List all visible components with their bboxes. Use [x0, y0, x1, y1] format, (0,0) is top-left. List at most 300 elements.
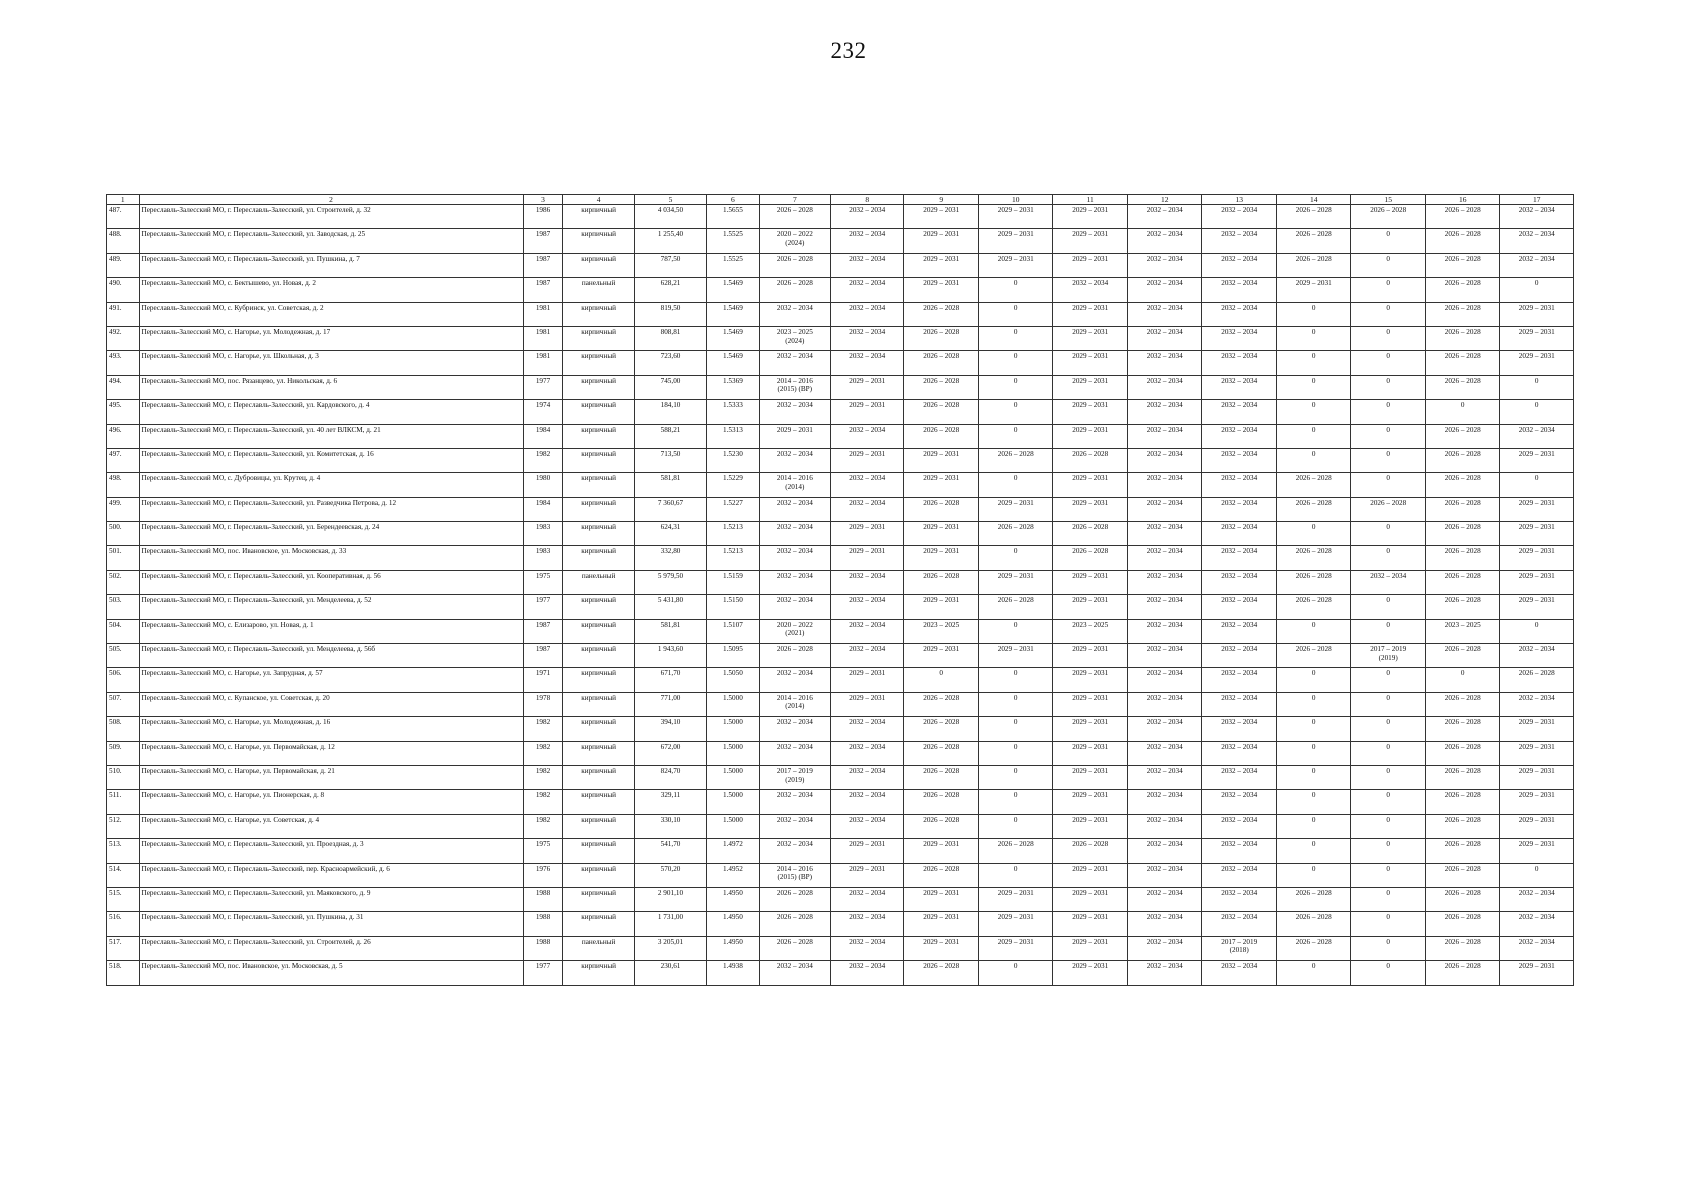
- cell-col-9: [904, 790, 979, 814]
- cell-text: 2023 – 2025: [776, 327, 813, 336]
- table-row: [107, 717, 1574, 741]
- cell-text: 0: [1013, 376, 1018, 385]
- cell-col-8: [830, 473, 903, 497]
- cell-text: 2032 – 2034: [1221, 645, 1258, 654]
- cell-col-16: [1425, 448, 1500, 472]
- cell-text: 1.5227: [723, 498, 743, 507]
- cell-col-15: [1351, 497, 1426, 521]
- cell-col-9: [904, 961, 979, 985]
- cell-text: 1.5107: [723, 620, 743, 629]
- cell-text: 504.: [109, 620, 122, 629]
- cell-text: 2032 – 2034: [849, 206, 886, 214]
- cell-text: 2026 – 2028: [923, 303, 960, 312]
- cell-text: 2026 – 2028: [1072, 523, 1109, 532]
- cell-col-15: [1351, 887, 1426, 911]
- cell-text: 2029 – 2031: [1072, 474, 1109, 483]
- cell-text: 2029 – 2031: [1072, 913, 1109, 922]
- cell-text: 2026 – 2028: [776, 937, 813, 946]
- cell-text: 2029 – 2031: [1072, 206, 1109, 214]
- cell-text: 1.4972: [723, 840, 743, 849]
- cell-col-13: [1202, 668, 1277, 692]
- cell-col-17: [1500, 619, 1574, 643]
- cell-col-2: [139, 644, 523, 668]
- column-header: 10: [978, 195, 1053, 205]
- cell-col-15: [1351, 790, 1426, 814]
- cell-text: 2032 – 2034: [1146, 523, 1183, 532]
- cell-text: Переславль-Залесский МО, г. Переславль-Залесский, ул. Менделеева, д. 56б: [141, 645, 376, 654]
- cell-col-8: [830, 644, 903, 668]
- cell-text: 2026 – 2028: [923, 766, 960, 775]
- cell-text: Переславль-Залесский МО, г. Переславль-Залесский, пер. Красноармейский, д. 6: [141, 864, 390, 873]
- cell-col-16: [1425, 253, 1500, 277]
- cell-text: 2029 – 2031: [923, 937, 960, 946]
- cell-text: 1987: [535, 645, 551, 654]
- cell-col-12: [1127, 619, 1202, 643]
- cell-text: 2032 – 2034: [849, 742, 886, 751]
- cell-col-10: [978, 400, 1053, 424]
- cell-text: 2032 – 2034: [1146, 864, 1183, 873]
- cell-col-8: [830, 229, 903, 253]
- cell-text: 2032 – 2034: [1146, 327, 1183, 336]
- cell-col-7: [759, 302, 830, 326]
- table-row: [107, 936, 1574, 960]
- cell-col-1: [107, 302, 140, 326]
- cell-text: 2032 – 2034: [1146, 303, 1183, 312]
- cell-col-12: [1127, 912, 1202, 936]
- cell-text: 2026 – 2028: [1295, 230, 1332, 239]
- cell-text: кирпичный: [581, 645, 616, 654]
- cell-text: 2032 – 2034: [1221, 498, 1258, 507]
- cell-col-5: [634, 790, 706, 814]
- cell-col-9: [904, 814, 979, 838]
- cell-col-12: [1127, 741, 1202, 765]
- cell-text: 2026 – 2028: [1444, 327, 1481, 336]
- cell-text: 2032 – 2034: [1146, 571, 1183, 580]
- cell-text: 2023 – 2025: [1444, 620, 1481, 629]
- cell-text: 2020 – 2022: [776, 620, 813, 629]
- cell-text: кирпичный: [581, 376, 616, 385]
- cell-col-7: [759, 961, 830, 985]
- cell-text: 2026 – 2028: [1444, 303, 1481, 312]
- cell-text: 2026 – 2028: [923, 327, 960, 336]
- cell-text: 1.5213: [723, 547, 743, 556]
- cell-col-15: [1351, 717, 1426, 741]
- cell-text: 0: [1386, 547, 1390, 556]
- cell-text: 2026 – 2028: [1444, 766, 1481, 775]
- cell-col-1: [107, 424, 140, 448]
- cell-text: 1.5229: [723, 474, 743, 483]
- cell-text: Переславль-Залесский МО, с. Нагорье, ул. Первомайская, д. 12: [141, 742, 335, 751]
- cell-col-7: [759, 741, 830, 765]
- cell-col-8: [830, 692, 903, 716]
- cell-col-17: [1500, 448, 1574, 472]
- cell-text: 2032 – 2034: [1221, 962, 1258, 971]
- cell-text: 2026 – 2028: [923, 498, 960, 507]
- cell-text: 0: [1386, 254, 1390, 263]
- cell-col-13: [1202, 863, 1277, 887]
- cell-text: 2032 – 2034: [1221, 766, 1258, 775]
- cell-col-11: [1053, 229, 1128, 253]
- cell-col-10: [978, 497, 1053, 521]
- cell-col-17: [1500, 692, 1574, 716]
- cell-col-9: [904, 717, 979, 741]
- cell-col-7: [759, 692, 830, 716]
- cell-text: кирпичный: [581, 547, 616, 556]
- cell-text: 0: [1386, 352, 1390, 361]
- cell-col-6: [707, 326, 759, 350]
- cell-text: 500.: [109, 523, 122, 532]
- cell-text: 0: [1386, 718, 1390, 727]
- cell-col-6: [707, 814, 759, 838]
- cell-text: Переславль-Залесский МО, с. Нагорье, ул. Школьная, д. 3: [141, 352, 319, 361]
- cell-col-2: [139, 253, 523, 277]
- cell-col-13: [1202, 570, 1277, 594]
- cell-text: 2029 – 2031: [923, 474, 960, 483]
- cell-text: 581,81: [660, 620, 681, 629]
- cell-col-9: [904, 253, 979, 277]
- cell-col-13: [1202, 522, 1277, 546]
- cell-text: 1.4952: [723, 864, 743, 873]
- cell-text: 3 205,01: [657, 937, 684, 946]
- cell-text: 2029 – 2031: [1518, 815, 1555, 824]
- cell-col-9: [904, 278, 979, 302]
- cell-col-2: [139, 936, 523, 960]
- cell-col-15: [1351, 546, 1426, 570]
- cell-text: 1.5469: [723, 352, 743, 361]
- cell-text: 2032 – 2034: [1146, 645, 1183, 654]
- cell-col-9: [904, 912, 979, 936]
- cell-text: 2029 – 2031: [1518, 523, 1555, 532]
- cell-text: 2026 – 2028: [1444, 376, 1481, 385]
- cell-text: 0: [1013, 693, 1018, 702]
- cell-col-13: [1202, 887, 1277, 911]
- cell-text: 492.: [109, 327, 122, 336]
- cell-text: 2017 – 2019: [1221, 937, 1258, 946]
- cell-col-15: [1351, 570, 1426, 594]
- cell-col-13: [1202, 351, 1277, 375]
- table-row: [107, 644, 1574, 668]
- cell-text: 2026 – 2028: [776, 206, 813, 214]
- cell-col-10: [978, 717, 1053, 741]
- cell-text: 808,81: [660, 327, 681, 336]
- cell-col-1: [107, 790, 140, 814]
- cell-text: Переславль-Залесский МО, пос. Ивановское, ул. Московская, д. 5: [141, 962, 343, 971]
- column-header: 8: [830, 195, 903, 205]
- cell-text: 2032 – 2034: [849, 645, 886, 654]
- cell-text: 2026 – 2028: [1444, 498, 1481, 507]
- cell-text: 2032 – 2034: [849, 230, 886, 239]
- cell-text: 588,21: [660, 425, 681, 434]
- cell-text: 0: [939, 669, 943, 678]
- cell-col-6: [707, 278, 759, 302]
- cell-text: 1.5159: [723, 571, 743, 580]
- cell-text: 2032 – 2034: [1146, 401, 1183, 410]
- cell-col-4: [563, 692, 634, 716]
- cell-text: 0: [1013, 791, 1018, 800]
- cell-col-9: [904, 473, 979, 497]
- cell-col-10: [978, 424, 1053, 448]
- cell-text: 0: [1386, 937, 1390, 946]
- cell-col-7: [759, 814, 830, 838]
- cell-col-3: [523, 839, 563, 863]
- cell-text: 2026 – 2028: [776, 913, 813, 922]
- cell-col-15: [1351, 692, 1426, 716]
- cell-col-7: [759, 839, 830, 863]
- cell-col-13: [1202, 278, 1277, 302]
- cell-text: 2026 – 2028: [776, 279, 813, 288]
- cell-text: 1981: [535, 303, 551, 312]
- cell-col-10: [978, 302, 1053, 326]
- cell-col-7: [759, 448, 830, 472]
- cell-col-7: [759, 424, 830, 448]
- cell-text: кирпичный: [581, 254, 616, 263]
- cell-col-8: [830, 887, 903, 911]
- cell-col-17: [1500, 765, 1574, 789]
- cell-col-2: [139, 619, 523, 643]
- cell-col-14: [1276, 448, 1351, 472]
- cell-col-2: [139, 814, 523, 838]
- cell-subtext: (2015) (ВР): [777, 873, 813, 882]
- cell-text: 2032 – 2034: [1146, 352, 1183, 361]
- cell-col-12: [1127, 522, 1202, 546]
- cell-col-9: [904, 400, 979, 424]
- cell-col-11: [1053, 375, 1128, 399]
- cell-col-4: [563, 790, 634, 814]
- cell-col-16: [1425, 522, 1500, 546]
- cell-text: 1975: [535, 840, 551, 849]
- cell-text: 1971: [535, 669, 551, 678]
- cell-text: Переславль-Залесский МО, г. Переславль-Залесский, ул. Менделеева, д. 52: [141, 596, 372, 605]
- cell-col-5: [634, 448, 706, 472]
- cell-text: 2026 – 2028: [1295, 474, 1332, 483]
- table-row: [107, 790, 1574, 814]
- cell-col-3: [523, 497, 563, 521]
- cell-col-13: [1202, 253, 1277, 277]
- cell-text: 0: [1386, 962, 1390, 971]
- cell-col-17: [1500, 278, 1574, 302]
- cell-text: 1 943,60: [657, 645, 684, 654]
- cell-col-15: [1351, 619, 1426, 643]
- cell-text: 2032 – 2034: [849, 474, 886, 483]
- cell-col-10: [978, 326, 1053, 350]
- cell-text: Переславль-Залесский МО, г. Переславль-Залесский, ул. Проездная, д. 3: [141, 840, 364, 849]
- cell-text: 624,31: [660, 523, 681, 532]
- cell-text: 2032 – 2034: [849, 327, 886, 336]
- cell-text: 2029 – 2031: [1072, 669, 1109, 678]
- cell-col-17: [1500, 887, 1574, 911]
- cell-col-1: [107, 692, 140, 716]
- cell-text: кирпичный: [581, 327, 616, 336]
- cell-col-7: [759, 717, 830, 741]
- cell-text: 2026 – 2028: [1444, 474, 1481, 483]
- cell-col-12: [1127, 668, 1202, 692]
- cell-text: кирпичный: [581, 449, 616, 458]
- cell-col-14: [1276, 229, 1351, 253]
- cell-text: 0: [1386, 523, 1390, 532]
- cell-text: 2032 – 2034: [776, 571, 813, 580]
- cell-col-16: [1425, 741, 1500, 765]
- cell-col-1: [107, 595, 140, 619]
- cell-text: 2026 – 2028: [1444, 279, 1481, 288]
- cell-col-8: [830, 448, 903, 472]
- page-number: 232: [830, 38, 867, 63]
- cell-text: 2032 – 2034: [1221, 913, 1258, 922]
- cell-text: 2026 – 2028: [1444, 206, 1481, 214]
- cell-col-14: [1276, 692, 1351, 716]
- cell-col-5: [634, 278, 706, 302]
- cell-col-4: [563, 497, 634, 521]
- cell-text: 2014 – 2016: [776, 693, 813, 702]
- cell-text: 2029 – 2031: [923, 913, 960, 922]
- cell-text: 2026 – 2028: [997, 596, 1034, 605]
- cell-col-11: [1053, 570, 1128, 594]
- cell-col-13: [1202, 595, 1277, 619]
- cell-col-16: [1425, 936, 1500, 960]
- cell-text: 2032 – 2034: [776, 401, 813, 410]
- cell-col-11: [1053, 595, 1128, 619]
- cell-col-15: [1351, 595, 1426, 619]
- cell-text: 518.: [109, 962, 122, 971]
- cell-col-17: [1500, 205, 1574, 229]
- cell-text: 1982: [535, 815, 551, 824]
- cell-col-14: [1276, 765, 1351, 789]
- cell-col-5: [634, 765, 706, 789]
- table-row: [107, 522, 1574, 546]
- cell-col-6: [707, 473, 759, 497]
- cell-text: 2032 – 2034: [1146, 693, 1183, 702]
- cell-text: 0: [1311, 425, 1316, 434]
- cell-subtext: (2019): [1378, 653, 1398, 662]
- cell-text: 494.: [109, 376, 122, 385]
- cell-col-1: [107, 839, 140, 863]
- cell-text: 2029 – 2031: [849, 449, 886, 458]
- cell-text: 1981: [535, 352, 551, 361]
- cell-text: 2026 – 2028: [1444, 840, 1481, 849]
- cell-text: Переславль-Залесский МО, с. Дубровицы, ул. Крутец, д. 4: [141, 474, 321, 483]
- cell-col-7: [759, 887, 830, 911]
- cell-text: 0: [1534, 279, 1539, 288]
- cell-col-1: [107, 619, 140, 643]
- cell-col-14: [1276, 863, 1351, 887]
- cell-col-13: [1202, 424, 1277, 448]
- cell-col-14: [1276, 326, 1351, 350]
- cell-text: 2032 – 2034: [849, 791, 886, 800]
- cell-text: 2029 – 2031: [1518, 791, 1555, 800]
- cell-text: 0: [1013, 742, 1018, 751]
- cell-text: 2026 – 2028: [1295, 206, 1332, 214]
- cell-text: 1983: [535, 547, 551, 556]
- cell-text: 2032 – 2034: [1221, 864, 1258, 873]
- cell-col-12: [1127, 546, 1202, 570]
- cell-col-10: [978, 741, 1053, 765]
- table-row: [107, 692, 1574, 716]
- cell-text: 1984: [535, 425, 551, 434]
- cell-text: 2026 – 2028: [923, 815, 960, 824]
- cell-text: 0: [1013, 547, 1018, 556]
- cell-text: 1982: [535, 718, 551, 727]
- cell-text: 2029 – 2031: [923, 547, 960, 556]
- cell-col-8: [830, 570, 903, 594]
- cell-text: 2032 – 2034: [1518, 913, 1555, 922]
- cell-col-13: [1202, 619, 1277, 643]
- cell-text: 1.5469: [723, 303, 743, 312]
- table-row: [107, 863, 1574, 887]
- cell-text: 2029 – 2031: [923, 254, 960, 263]
- cell-col-9: [904, 863, 979, 887]
- cell-col-3: [523, 961, 563, 985]
- cell-text: 2029 – 2031: [1072, 401, 1109, 410]
- cell-col-10: [978, 790, 1053, 814]
- cell-text: 2032 – 2034: [1146, 254, 1183, 263]
- cell-text: 2029 – 2031: [923, 888, 960, 897]
- cell-col-1: [107, 570, 140, 594]
- cell-text: 2029 – 2031: [923, 840, 960, 849]
- cell-col-10: [978, 668, 1053, 692]
- cell-col-1: [107, 668, 140, 692]
- cell-text: 0: [1386, 620, 1390, 629]
- cell-text: 0: [1013, 864, 1018, 873]
- cell-text: 2032 – 2034: [776, 498, 813, 507]
- cell-col-5: [634, 351, 706, 375]
- cell-col-15: [1351, 424, 1426, 448]
- cell-col-8: [830, 863, 903, 887]
- cell-text: 2029 – 2031: [1518, 303, 1555, 312]
- cell-col-15: [1351, 400, 1426, 424]
- cell-col-2: [139, 912, 523, 936]
- cell-col-9: [904, 375, 979, 399]
- cell-text: Переславль-Залесский МО, пос. Ивановское, ул. Московская, д. 33: [141, 547, 347, 556]
- cell-text: 2026 – 2028: [1444, 864, 1481, 873]
- cell-text: 2032 – 2034: [1146, 815, 1183, 824]
- cell-col-14: [1276, 961, 1351, 985]
- cell-col-6: [707, 644, 759, 668]
- cell-col-12: [1127, 278, 1202, 302]
- cell-text: 2032 – 2034: [1146, 718, 1183, 727]
- cell-col-15: [1351, 961, 1426, 985]
- cell-col-14: [1276, 741, 1351, 765]
- cell-col-12: [1127, 961, 1202, 985]
- cell-text: 2029 – 2031: [1072, 864, 1109, 873]
- cell-col-9: [904, 424, 979, 448]
- cell-text: 2029 – 2031: [923, 449, 960, 458]
- cell-text: 2029 – 2031: [1072, 645, 1109, 654]
- cell-text: 2032 – 2034: [1221, 279, 1258, 288]
- cell-col-11: [1053, 961, 1128, 985]
- table-row: [107, 424, 1574, 448]
- cell-text: 2032 – 2034: [1518, 254, 1555, 263]
- cell-col-12: [1127, 814, 1202, 838]
- cell-text: 2032 – 2034: [1146, 937, 1183, 946]
- cell-col-4: [563, 741, 634, 765]
- cell-text: кирпичный: [581, 913, 616, 922]
- cell-text: 488.: [109, 230, 122, 239]
- cell-col-5: [634, 522, 706, 546]
- cell-text: 0: [1460, 401, 1465, 410]
- cell-col-9: [904, 839, 979, 863]
- cell-col-16: [1425, 229, 1500, 253]
- cell-col-12: [1127, 253, 1202, 277]
- cell-col-12: [1127, 302, 1202, 326]
- cell-text: 2029 – 2031: [1518, 840, 1555, 849]
- cell-col-1: [107, 229, 140, 253]
- cell-col-2: [139, 863, 523, 887]
- cell-col-16: [1425, 668, 1500, 692]
- cell-text: 0: [1013, 620, 1018, 629]
- cell-col-16: [1425, 595, 1500, 619]
- cell-text: 0: [1311, 620, 1316, 629]
- cell-text: 0: [1013, 718, 1018, 727]
- cell-text: 2029 – 2031: [997, 645, 1034, 654]
